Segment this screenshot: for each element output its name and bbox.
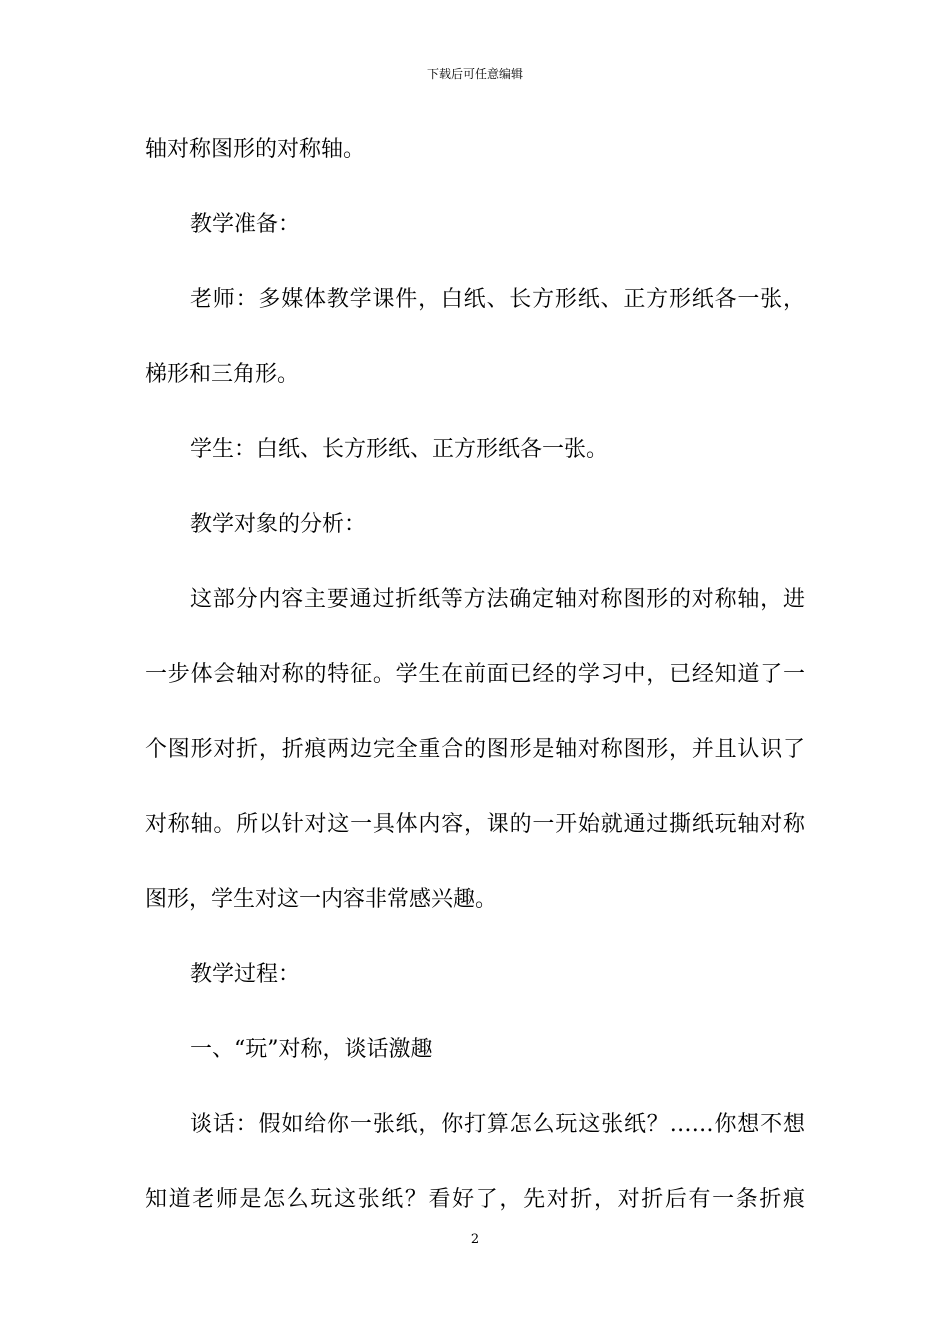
- text-line-6: 教学对象的分析：: [190, 512, 367, 537]
- page-header: 下载后可任意编辑: [426, 67, 523, 81]
- text-line-7: 这部分内容主要通过折纸等方法确定轴对称图形的对称轴，进: [190, 587, 805, 612]
- text-line-4: 梯形和三角形。: [145, 362, 300, 387]
- text-line-11: 图形，学生对这一内容非常感兴趣。: [145, 887, 498, 912]
- text-line-8: 一步体会轴对称的特征。学生在前面已经的学习中，已经知道了一: [145, 662, 805, 687]
- text-line-2: 教学准备：: [190, 212, 301, 237]
- text-line-10: 对称轴。所以针对这一具体内容，课的一开始就通过撕纸玩轴对称: [145, 812, 805, 837]
- text-line-13: 一、“玩”对称，谈话激趣: [190, 1037, 433, 1062]
- text-line-3: 老师：多媒体教学课件，白纸、长方形纸、正方形纸各一张，: [190, 287, 805, 312]
- text-line-9: 个图形对折，折痕两边完全重合的图形是轴对称图形，并且认识了: [145, 737, 805, 762]
- text-line-14: 谈话：假如给你一张纸，你打算怎么玩这张纸？……你想不想: [190, 1112, 805, 1137]
- text-line-1: 轴对称图形的对称轴。: [145, 137, 366, 162]
- text-line-5: 学生：白纸、长方形纸、正方形纸各一张。: [190, 437, 609, 462]
- text-line-15: 知道老师是怎么玩这张纸？看好了，先对折，对折后有一条折痕: [145, 1187, 805, 1212]
- text-line-12: 教学过程：: [190, 962, 301, 987]
- page-number: 2: [470, 1232, 480, 1247]
